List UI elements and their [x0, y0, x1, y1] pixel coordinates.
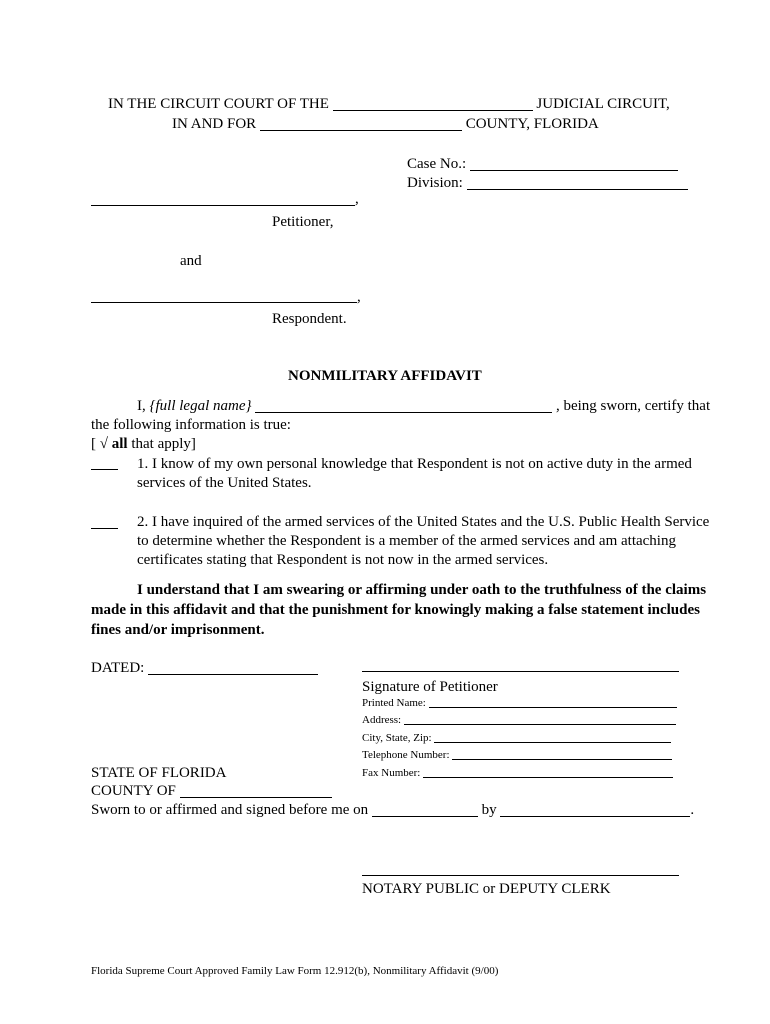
judicial-circuit-field[interactable] — [333, 95, 533, 111]
petitioner-comma: , — [355, 191, 359, 207]
telephone-row: Telephone Number: — [362, 748, 672, 762]
notary-title: NOTARY PUBLIC or DEPUTY CLERK — [362, 881, 611, 897]
item-2-checkbox-line[interactable] — [91, 528, 118, 529]
sworn-row: Sworn to or affirmed and signed before me on by . — [91, 802, 695, 818]
full-legal-name-field[interactable] — [255, 397, 552, 413]
intro-line-1: I, {full legal name} , being sworn, certify that — [137, 398, 711, 414]
city-state-zip-row: City, State, Zip: — [362, 731, 671, 745]
notary-signature-field[interactable] — [362, 875, 679, 876]
division-field[interactable] — [467, 174, 688, 190]
state-label: STATE OF FLORIDA — [91, 765, 227, 781]
sworn-date-field[interactable] — [372, 801, 478, 817]
petitioner-signature-field[interactable] — [362, 671, 679, 672]
intro-line-2: the following information is true: — [91, 417, 291, 433]
form-footer: Florida Supreme Court Approved Family Law Form 12.912(b), Nonmilitary Affidavit (9/00) — [91, 965, 499, 977]
county-field[interactable] — [260, 115, 462, 131]
oath-line-3: fines and/or imprisonment. — [91, 622, 265, 638]
oath-line-2: made in this affidavit and that the punishment for knowingly making a false statement includes — [91, 602, 700, 618]
fax-row: Fax Number: — [362, 766, 673, 780]
printed-name-row: Printed Name: — [362, 696, 677, 710]
item-1-checkbox-line[interactable] — [91, 469, 118, 470]
respondent-label: Respondent. — [272, 311, 347, 327]
address-row: Address: — [362, 713, 676, 727]
item-2-line-3: certificates stating that Respondent is not now in the armed services. — [137, 552, 549, 568]
dated-field[interactable] — [148, 659, 318, 675]
respondent-comma: , — [357, 289, 361, 305]
case-number-field[interactable] — [470, 155, 678, 171]
and-label: and — [180, 253, 202, 269]
dated-row: DATED: — [91, 659, 318, 677]
item-2-line-1: 2. I have inquired of the armed services of the United States and the U.S. Public Health Service — [137, 514, 710, 530]
oath-line-1: I understand that I am swearing or affirming under oath to the truthfulness of the claims — [137, 582, 707, 598]
fax-field[interactable] — [423, 766, 673, 778]
item-2-line-2: to determine whether the Respondent is a member of the armed services and am attaching — [137, 533, 676, 549]
check-all-instruction: [ √ all that apply] — [91, 436, 196, 452]
court-header-line-1: IN THE CIRCUIT COURT OF THE JUDICIAL CIRCUIT, — [108, 96, 670, 112]
county-of-row: COUNTY OF — [91, 782, 332, 800]
sworn-by-field[interactable] — [500, 801, 690, 817]
checkmark-icon: √ — [99, 436, 108, 452]
city-state-zip-field[interactable] — [434, 731, 671, 743]
full-legal-name-hint: {full legal name} — [149, 398, 252, 414]
division-row: Division: — [407, 174, 688, 192]
address-field[interactable] — [404, 713, 676, 725]
document-title: NONMILITARY AFFIDAVIT — [288, 368, 482, 384]
case-number-row: Case No.: — [407, 155, 678, 173]
item-1-line-1: 1. I know of my own personal knowledge that Respondent is not on active duty in the armed — [137, 456, 692, 472]
petitioner-label: Petitioner, — [272, 214, 334, 230]
petitioner-name-field[interactable] — [91, 205, 355, 206]
respondent-name-field[interactable] — [91, 302, 357, 303]
notary-county-field[interactable] — [180, 782, 332, 798]
printed-name-field[interactable] — [429, 696, 677, 708]
court-header-line-2: IN AND FOR COUNTY, FLORIDA — [172, 116, 599, 132]
telephone-field[interactable] — [452, 748, 672, 760]
signature-label: Signature of Petitioner — [362, 679, 498, 695]
item-1-line-2: services of the United States. — [137, 475, 312, 491]
